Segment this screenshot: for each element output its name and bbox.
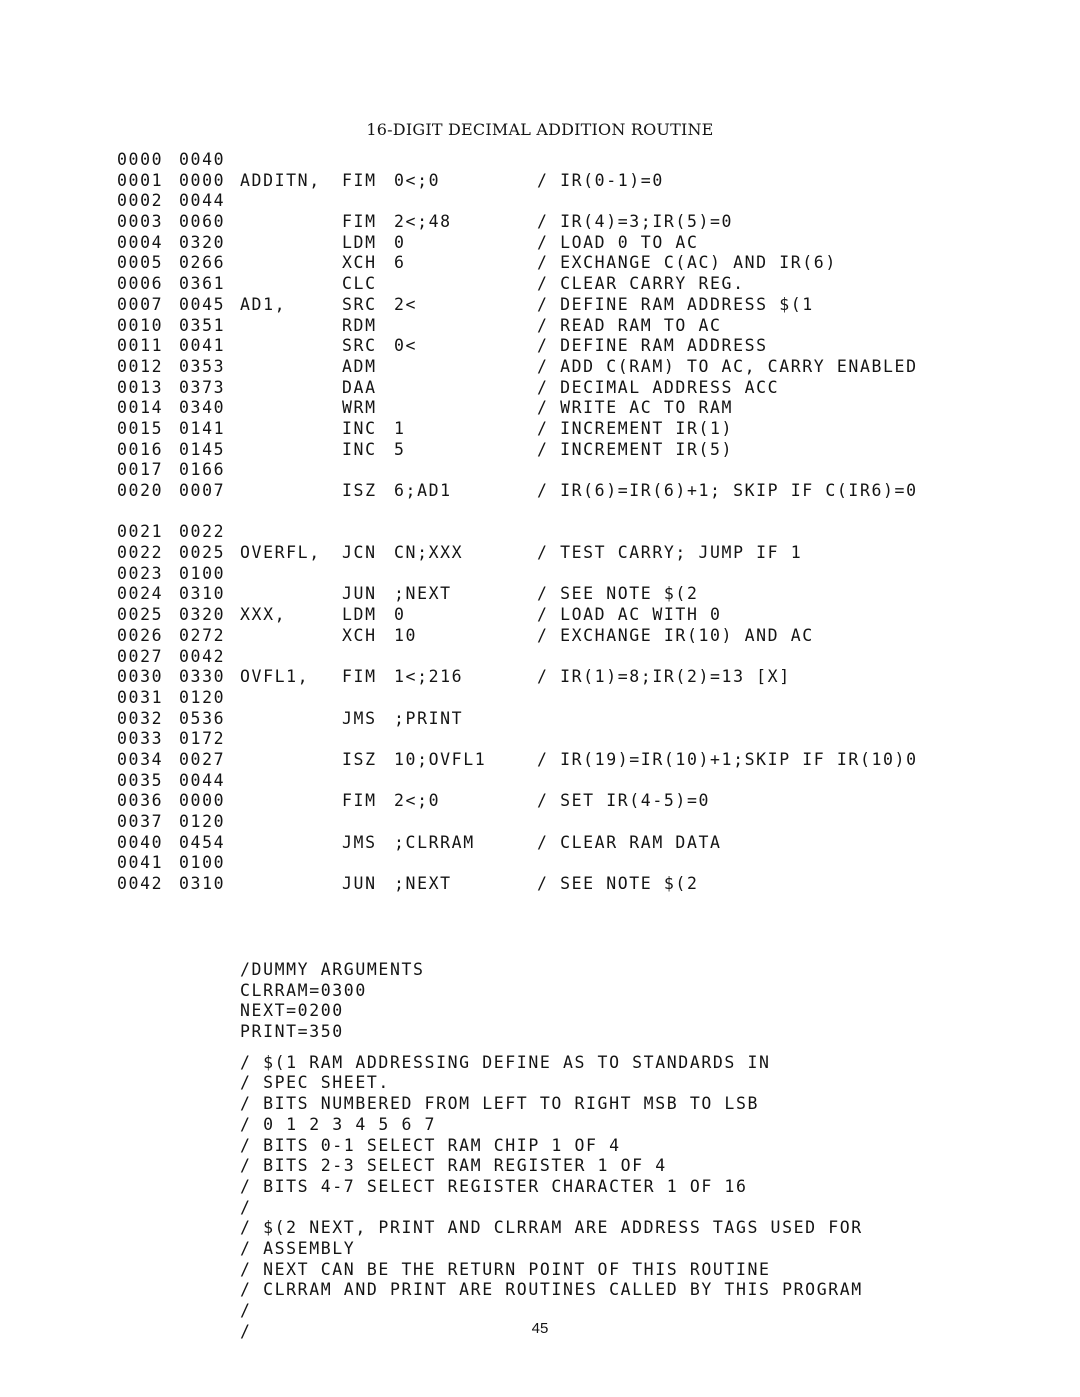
listing-octal-code: 0100 [179, 563, 226, 583]
listing-line [117, 853, 1017, 874]
listing-octal-code: 0272 [179, 625, 226, 645]
listing-line [117, 481, 1017, 502]
listing-address: 0024 [117, 584, 164, 604]
page-title: 16-DIGIT DECIMAL ADDITION ROUTINE [366, 120, 714, 139]
listing-operand: 0 [394, 232, 406, 252]
note-line: / [240, 1301, 252, 1320]
listing-line [117, 357, 1017, 378]
listing-line [117, 771, 1017, 792]
listing-line [117, 647, 1017, 668]
listing-octal-code: 0000 [179, 791, 226, 811]
listing-address: 0003 [117, 212, 164, 232]
listing-operand: ;NEXT [394, 584, 452, 604]
listing-opcode: DAA [342, 377, 377, 397]
listing-label: XXX, [240, 605, 287, 625]
listing-address: 0025 [117, 605, 164, 625]
listing-octal-code: 0000 [179, 170, 226, 190]
listing-octal-code: 0340 [179, 398, 226, 418]
listing-address: 0040 [117, 832, 164, 852]
listing-comment: / IR(6)=IR(6)+1; SKIP IF C(IR6)=0 [537, 481, 918, 500]
listing-address: 0010 [117, 315, 164, 335]
listing-line [117, 584, 1017, 605]
listing-address: 0000 [117, 150, 164, 169]
listing-octal-code: 0120 [179, 812, 226, 831]
listing-address: 0012 [117, 356, 164, 376]
listing-opcode: JUN [342, 874, 377, 894]
listing-operand: 6 [394, 253, 406, 273]
listing-octal-code: 0266 [179, 253, 226, 273]
listing-octal-code: 0145 [179, 439, 226, 459]
listing-address: 0041 [117, 853, 164, 873]
listing-line [117, 295, 1017, 316]
listing-operand: CN;XXX [394, 543, 464, 563]
listing-address: 0002 [117, 191, 164, 211]
listing-line [117, 150, 1017, 171]
listing-octal-code: 0007 [179, 481, 226, 500]
listing-address: 0020 [117, 481, 164, 500]
listing-opcode: ISZ [342, 749, 377, 769]
listing-octal-code: 0141 [179, 418, 226, 438]
listing-address: 0032 [117, 708, 164, 728]
listing-address: 0011 [117, 336, 164, 356]
listing-line [117, 729, 1017, 750]
listing-label: OVFL1, [240, 667, 310, 687]
listing-opcode: XCH [342, 625, 377, 645]
listing-octal-code: 0025 [179, 543, 226, 563]
listing-address: 0006 [117, 274, 164, 294]
listing-comment: / DEFINE RAM ADDRESS $(1 [537, 294, 814, 314]
listing-address: 0030 [117, 667, 164, 687]
listing-comment: / CLEAR RAM DATA [537, 832, 722, 852]
note-line: / [240, 1321, 252, 1341]
listing-octal-code: 0041 [179, 336, 226, 356]
listing-line [117, 440, 1017, 461]
notes-block [240, 960, 1040, 1342]
listing-opcode: JMS [342, 708, 377, 728]
listing-address: 0037 [117, 812, 164, 831]
listing-octal-code: 0044 [179, 191, 226, 211]
listing-address: 0021 [117, 522, 164, 542]
listing-operand: 0<;0 [394, 170, 441, 190]
listing-address: 0035 [117, 770, 164, 790]
listing-octal-code: 0320 [179, 232, 226, 252]
note-line: / NEXT CAN BE THE RETURN POINT OF THIS ROUTINE [240, 1259, 771, 1279]
listing-line [117, 274, 1017, 295]
listing-comment: / INCREMENT IR(5) [537, 439, 734, 459]
listing-octal-code: 0536 [179, 708, 226, 728]
listing-opcode: CLC [342, 274, 377, 294]
listing-address: 0014 [117, 398, 164, 418]
listing-octal-code: 0027 [179, 749, 226, 769]
listing-line [117, 191, 1017, 212]
note-line: / [240, 1197, 252, 1217]
note-line: / BITS NUMBERED FROM LEFT TO RIGHT MSB TO LSB [240, 1094, 760, 1114]
listing-comment: / CLEAR CARRY REG. [537, 274, 745, 294]
listing-comment: / INCREMENT IR(1) [537, 418, 734, 438]
listing-comment: / IR(1)=8;IR(2)=13 [X] [537, 667, 791, 687]
listing-address: 0026 [117, 625, 164, 645]
listing-operand: ;CLRRAM [394, 832, 475, 852]
listing-opcode: JCN [342, 543, 377, 563]
listing-address: 0031 [117, 687, 164, 707]
listing-operand: ;NEXT [394, 874, 452, 894]
listing-comment: / IR(0-1)=0 [537, 170, 664, 190]
listing-address: 0007 [117, 294, 164, 314]
listing-comment: / SEE NOTE $(2 [537, 874, 699, 894]
listing-octal-code: 0166 [179, 460, 226, 480]
note-line: / BITS 4-7 SELECT REGISTER CHARACTER 1 OF 16 [240, 1176, 748, 1196]
listing-opcode: WRM [342, 398, 377, 418]
listing-address: 0033 [117, 729, 164, 749]
listing-operand: 10;OVFL1 [394, 749, 487, 769]
listing-address: 0027 [117, 646, 164, 666]
listing-opcode: ADM [342, 356, 377, 376]
listing-octal-code: 0320 [179, 605, 226, 625]
listing-comment: / WRITE AC TO RAM [537, 398, 734, 418]
listing-operand: 0 [394, 605, 406, 625]
listing-line [117, 419, 1017, 440]
listing-octal-code: 0353 [179, 356, 226, 376]
listing-opcode: XCH [342, 253, 377, 273]
listing-opcode: RDM [342, 315, 377, 335]
note-line: / SPEC SHEET. [240, 1073, 390, 1093]
listing-operand: ;PRINT [394, 708, 464, 728]
listing-operand: 10 [394, 625, 418, 645]
listing-line [117, 688, 1017, 709]
listing-octal-code: 0373 [179, 377, 226, 397]
listing-comment: / IR(19)=IR(10)+1;SKIP IF IR(10)0 [537, 749, 918, 769]
listing-comment: / DECIMAL ADDRESS ACC [537, 377, 780, 397]
note-line: /DUMMY ARGUMENTS [240, 960, 425, 979]
listing-address: 0023 [117, 563, 164, 583]
listing-line [117, 253, 1017, 274]
listing-comment: / SEE NOTE $(2 [537, 584, 699, 604]
listing-address: 0005 [117, 253, 164, 273]
listing-opcode: FIM [342, 667, 377, 687]
listing-line [117, 316, 1017, 337]
listing-comment: / DEFINE RAM ADDRESS [537, 336, 768, 356]
listing-operand: 6;AD1 [394, 481, 452, 500]
listing-octal-code: 0310 [179, 874, 226, 894]
listing-opcode: INC [342, 418, 377, 438]
listing-octal-code: 0045 [179, 294, 226, 314]
listing-opcode: JMS [342, 832, 377, 852]
listing-address: 0042 [117, 874, 164, 894]
note-line: / BITS 0-1 SELECT RAM CHIP 1 OF 4 [240, 1135, 621, 1155]
note-line: / ASSEMBLY [240, 1238, 356, 1258]
listing-opcode: FIM [342, 212, 377, 232]
listing-line [117, 543, 1017, 564]
note-line: / $(2 NEXT, PRINT AND CLRRAM ARE ADDRESS TAGS USED FOR [240, 1218, 863, 1238]
listing-opcode: INC [342, 439, 377, 459]
note-line: NEXT=0200 [240, 1001, 344, 1021]
listing-octal-code: 0454 [179, 832, 226, 852]
listing-line [117, 874, 1017, 895]
listing-octal-code: 0100 [179, 853, 226, 873]
note-line: / 0 1 2 3 4 5 6 7 [240, 1114, 437, 1134]
listing-octal-code: 0042 [179, 646, 226, 666]
listing-octal-code: 0120 [179, 687, 226, 707]
listing-line [117, 833, 1017, 854]
listing-line [117, 812, 1017, 833]
listing-comment: / EXCHANGE C(AC) AND IR(6) [537, 253, 837, 273]
listing-comment: / TEST CARRY; JUMP IF 1 [537, 543, 803, 563]
listing-operand: 2<;0 [394, 791, 441, 811]
assembly-listing [117, 150, 1017, 895]
listing-address: 0036 [117, 791, 164, 811]
listing-line [117, 750, 1017, 771]
listing-line [117, 233, 1017, 254]
listing-opcode: LDM [342, 605, 377, 625]
listing-line [117, 626, 1017, 647]
listing-comment: / SET IR(4-5)=0 [537, 791, 711, 811]
listing-opcode: ISZ [342, 481, 377, 500]
listing-operand: 2<;48 [394, 212, 452, 232]
listing-label: OVERFL, [240, 543, 321, 563]
listing-line [117, 667, 1017, 688]
listing-opcode: FIM [342, 791, 377, 811]
listing-line [117, 460, 1017, 481]
listing-comment: / LOAD AC WITH 0 [537, 605, 722, 625]
listing-address: 0015 [117, 418, 164, 438]
listing-operand: 5 [394, 439, 406, 459]
listing-operand: 2< [394, 294, 418, 314]
listing-line [117, 378, 1017, 399]
listing-comment: / ADD C(RAM) TO AC, CARRY ENABLED [537, 356, 918, 376]
listing-line [117, 564, 1017, 585]
listing-label: ADDITN, [240, 170, 321, 190]
listing-address: 0001 [117, 170, 164, 190]
note-line: PRINT=350 [240, 1022, 344, 1042]
listing-octal-code: 0172 [179, 729, 226, 749]
note-line: CLRRAM=0300 [240, 980, 367, 1000]
listing-octal-code: 0310 [179, 584, 226, 604]
listing-octal-code: 0040 [179, 150, 226, 169]
listing-opcode: JUN [342, 584, 377, 604]
listing-line [117, 791, 1017, 812]
listing-line [117, 522, 1017, 543]
listing-comment: / EXCHANGE IR(10) AND AC [537, 625, 814, 645]
listing-line [117, 398, 1017, 419]
listing-octal-code: 0022 [179, 522, 226, 542]
listing-opcode: SRC [342, 294, 377, 314]
listing-operand: 0< [394, 336, 418, 356]
listing-operand: 1 [394, 418, 406, 438]
listing-operand: 1<;216 [394, 667, 464, 687]
note-line: / CLRRAM AND PRINT ARE ROUTINES CALLED BY THIS PROGRAM [240, 1280, 863, 1300]
note-line: / BITS 2-3 SELECT RAM REGISTER 1 OF 4 [240, 1156, 667, 1176]
listing-octal-code: 0330 [179, 667, 226, 687]
listing-line [117, 171, 1017, 192]
listing-opcode: SRC [342, 336, 377, 356]
listing-line [117, 212, 1017, 233]
listing-line [117, 336, 1017, 357]
listing-line [117, 709, 1017, 730]
listing-address: 0016 [117, 439, 164, 459]
listing-comment: / READ RAM TO AC [537, 315, 722, 335]
listing-address: 0022 [117, 543, 164, 563]
listing-octal-code: 0361 [179, 274, 226, 294]
listing-address: 0017 [117, 460, 164, 480]
note-line: / $(1 RAM ADDRESSING DEFINE AS TO STANDARDS IN [240, 1052, 771, 1072]
listing-octal-code: 0060 [179, 212, 226, 232]
listing-opcode: FIM [342, 170, 377, 190]
listing-octal-code: 0044 [179, 770, 226, 790]
listing-address: 0004 [117, 232, 164, 252]
page-number: 45 [531, 1320, 549, 1337]
listing-address: 0013 [117, 377, 164, 397]
listing-opcode: LDM [342, 232, 377, 252]
listing-comment: / LOAD 0 TO AC [537, 232, 699, 252]
listing-octal-code: 0351 [179, 315, 226, 335]
listing-comment: / IR(4)=3;IR(5)=0 [537, 212, 734, 232]
listing-label: AD1, [240, 294, 287, 314]
listing-line [117, 605, 1017, 626]
listing-address: 0034 [117, 749, 164, 769]
